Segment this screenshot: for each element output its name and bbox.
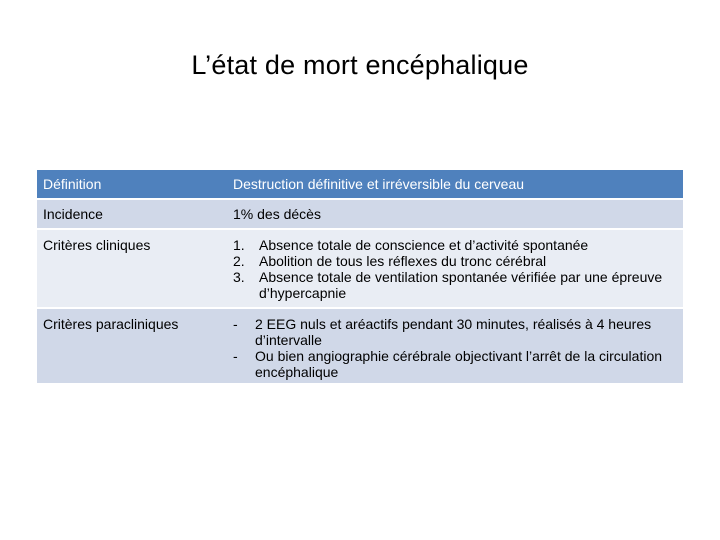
cliniques-value-cell	[227, 229, 683, 308]
list-number: 2.	[233, 253, 245, 269]
paracliniques-value-cell	[227, 308, 683, 384]
incidence-value-cell	[227, 199, 683, 229]
definition-value-cell	[227, 170, 683, 199]
list-item-text: Ou bien angiographie cérébrale objectivant l’arrêt de la circulation encéphalique	[255, 348, 663, 380]
list-dash: -	[233, 348, 238, 364]
incidence-label-cell	[37, 199, 227, 229]
list-item	[233, 316, 677, 348]
list-item-text: Absence totale de conscience et d’activité spontanée	[259, 237, 589, 253]
list-item	[233, 253, 677, 269]
list-item	[233, 237, 677, 253]
table-row-incidence	[37, 199, 683, 229]
cliniques-label: Critères cliniques	[43, 237, 151, 253]
table-row-criteres-paracliniques	[37, 308, 683, 384]
list-item-text: Abolition de tous les réflexes du tronc cérébral	[259, 253, 547, 269]
list-dash: -	[233, 316, 238, 332]
list-item-text: 2 EEG nuls et aréactifs pendant 30 minutes, réalisés à 4 heures d’intervalle	[255, 316, 652, 348]
paracliniques-list	[233, 316, 677, 380]
list-number: 3.	[233, 269, 245, 285]
list-item	[233, 269, 677, 301]
list-number: 1.	[233, 237, 245, 253]
cliniques-label-cell	[37, 229, 227, 308]
paracliniques-label: Critères paracliniques	[43, 316, 179, 332]
list-item-text: Absence totale de ventilation spontanée vérifiée par une épreuve d’hypercapnie	[259, 269, 663, 301]
slide-title: L’état de mort encéphalique	[191, 50, 529, 80]
cliniques-list	[233, 237, 677, 301]
table-header-row	[37, 170, 683, 199]
definition-value: Destruction définitive et irréversible du cerveau	[233, 176, 525, 192]
list-item	[233, 348, 677, 380]
incidence-label: Incidence	[43, 206, 103, 222]
definition-table	[37, 170, 683, 385]
definition-label-cell	[37, 170, 227, 199]
paracliniques-label-cell	[37, 308, 227, 384]
definition-label: Définition	[43, 176, 102, 192]
table-row-criteres-cliniques	[37, 229, 683, 308]
incidence-value: 1% des décès	[233, 206, 321, 222]
